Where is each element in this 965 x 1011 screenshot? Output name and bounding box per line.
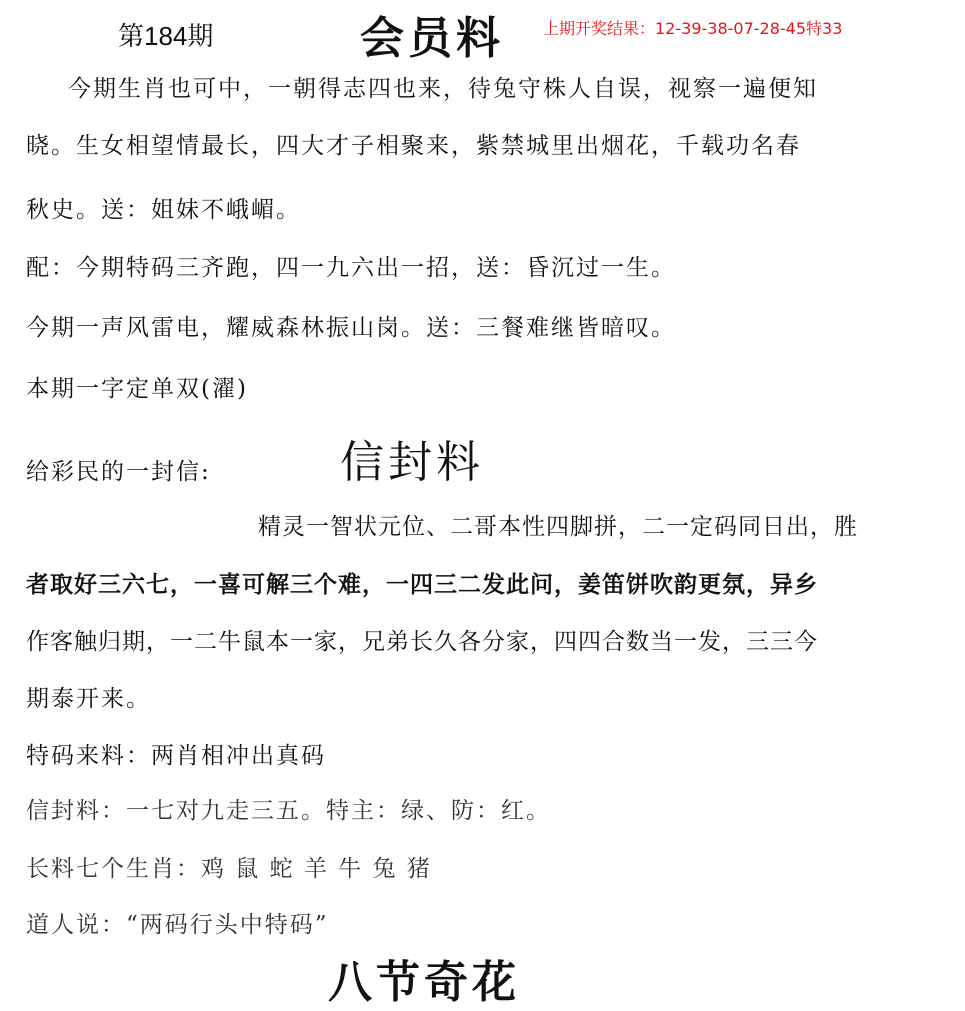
letter-line-5: 特码来料：两肖相冲出真码 bbox=[26, 743, 326, 769]
letter-line-4: 期泰开来。 bbox=[26, 686, 151, 712]
member-line-1: 今期生肖也可中，一朝得志四也来，待兔守株人自误，视察一遍便知 bbox=[68, 76, 818, 102]
issue-number: 第184期 bbox=[118, 21, 214, 51]
page-title: 会员料 bbox=[360, 13, 504, 64]
letter-line-6: 信封料：一七对九走三五。特主：绿、防：红。 bbox=[26, 798, 551, 824]
letter-line-8: 道人说：“两码行头中特码” bbox=[26, 912, 329, 938]
member-line-2: 晓。生女相望情最长，四大才子相聚来，紫禁城里出烟花，千载功名春 bbox=[26, 133, 801, 159]
member-line-4: 配：今期特码三齐跑，四一九六出一招，送：昏沉过一生。 bbox=[26, 255, 676, 281]
letter-line-2: 者取好三六七，一喜可解三个难，一四三二发此问，姜笛饼吹韵更氛，异乡 bbox=[26, 571, 818, 598]
letter-line-1: 精灵一智状元位、二哥本性四脚拼，二一定码同日出，胜 bbox=[258, 514, 858, 540]
last-draw-result: 上期开奖结果：12-39-38-07-28-45特33 bbox=[543, 19, 843, 38]
footer-title: 八节奇花 bbox=[328, 957, 520, 1008]
letter-intro: 给彩民的一封信: bbox=[26, 459, 211, 485]
member-line-3: 秋史。送：姐妹不峨嵋。 bbox=[26, 197, 301, 223]
member-line-5: 今期一声风雷电，耀威森林振山岗。送：三餐难继皆暗叹。 bbox=[26, 315, 676, 341]
member-line-6: 本期一字定单双(濯) bbox=[26, 376, 248, 402]
letter-title: 信封料 bbox=[340, 437, 484, 488]
letter-line-7: 长料七个生肖：鸡 鼠 蛇 羊 牛 兔 猪 bbox=[26, 856, 432, 882]
letter-line-3: 作客触归期，一二牛鼠本一家，兄弟长久各分家，四四合数当一发，三三今 bbox=[26, 629, 818, 655]
